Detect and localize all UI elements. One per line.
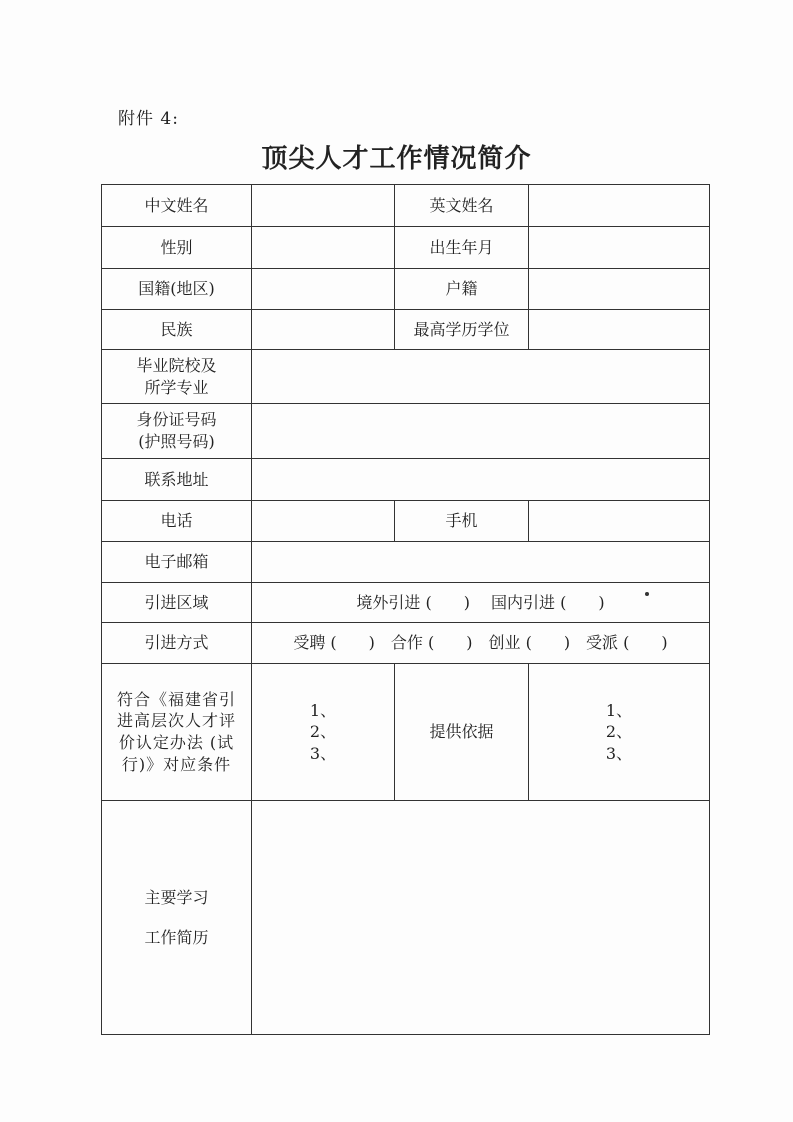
address-field[interactable] <box>252 459 710 501</box>
condition-line-3: 价认定办法 (试 <box>118 733 235 752</box>
label-mobile: 手机 <box>395 501 529 542</box>
label-degree: 最高学历学位 <box>395 310 529 350</box>
basis-item-2: 2、 <box>605 722 633 742</box>
condition-item-2: 2、 <box>309 722 337 742</box>
label-nationality: 国籍(地区) <box>102 269 252 310</box>
basis-item-1: 1、 <box>605 700 633 720</box>
label-resume-line2: 工作简历 <box>144 927 209 947</box>
label-chinese-name: 中文姓名 <box>102 185 252 227</box>
label-email: 电子邮箱 <box>102 542 252 583</box>
label-household: 户籍 <box>395 269 529 310</box>
label-id-line1: 身份证号码 <box>136 410 217 430</box>
intro-region-options[interactable]: 境外引进 ( ) 国内引进 ( ) <box>252 583 710 623</box>
condition-item-1: 1、 <box>309 700 337 720</box>
basis-item-3: 3、 <box>605 743 633 763</box>
label-resume <box>102 801 252 1035</box>
label-resume-line1: 主要学习 <box>144 887 209 907</box>
label-intro-region: 引进区域 <box>102 583 252 623</box>
condition-item-3: 3、 <box>309 743 337 763</box>
page-title: 顶尖人才工作情况简介 <box>261 144 532 174</box>
school-field[interactable] <box>252 350 710 404</box>
english-name-field[interactable] <box>529 185 710 227</box>
scan-dot-mark <box>645 592 649 596</box>
birth-field[interactable] <box>529 227 710 269</box>
chinese-name-field[interactable] <box>252 185 395 227</box>
id-field[interactable] <box>252 404 710 459</box>
resume-field[interactable] <box>252 801 710 1035</box>
label-address: 联系地址 <box>102 459 252 501</box>
mobile-field[interactable] <box>529 501 710 542</box>
label-school-line1: 毕业院校及 <box>136 355 217 375</box>
attachment-label: 附件 4: <box>118 109 179 129</box>
basis-field[interactable] <box>529 664 710 801</box>
conditions-field[interactable] <box>252 664 395 801</box>
label-ethnicity: 民族 <box>102 310 252 350</box>
info-form-table <box>101 184 710 1035</box>
intro-method-options[interactable]: 受聘 ( ) 合作 ( ) 创业 ( ) 受派 ( ) <box>252 623 710 664</box>
ethnicity-field[interactable] <box>252 310 395 350</box>
label-intro-method: 引进方式 <box>102 623 252 664</box>
condition-line-4: 行)》对应条件 <box>121 754 232 774</box>
nationality-field[interactable] <box>252 269 395 310</box>
label-conditions <box>102 664 252 801</box>
degree-field[interactable] <box>529 310 710 350</box>
condition-line-2: 进高层次人才评 <box>116 711 236 731</box>
gender-field[interactable] <box>252 227 395 269</box>
phone-field[interactable] <box>252 501 395 542</box>
condition-line-1: 符合《福建省引 <box>116 689 236 709</box>
email-field[interactable] <box>252 542 710 583</box>
label-id <box>102 404 252 459</box>
household-field[interactable] <box>529 269 710 310</box>
label-school-line2: 所学专业 <box>144 377 209 397</box>
label-english-name: 英文姓名 <box>395 185 529 227</box>
label-provide-basis: 提供依据 <box>395 664 529 801</box>
label-birth: 出生年月 <box>395 227 529 269</box>
label-gender: 性别 <box>102 227 252 269</box>
label-phone: 电话 <box>102 501 252 542</box>
label-id-line2: (护照号码) <box>138 432 215 451</box>
label-school <box>102 350 252 404</box>
